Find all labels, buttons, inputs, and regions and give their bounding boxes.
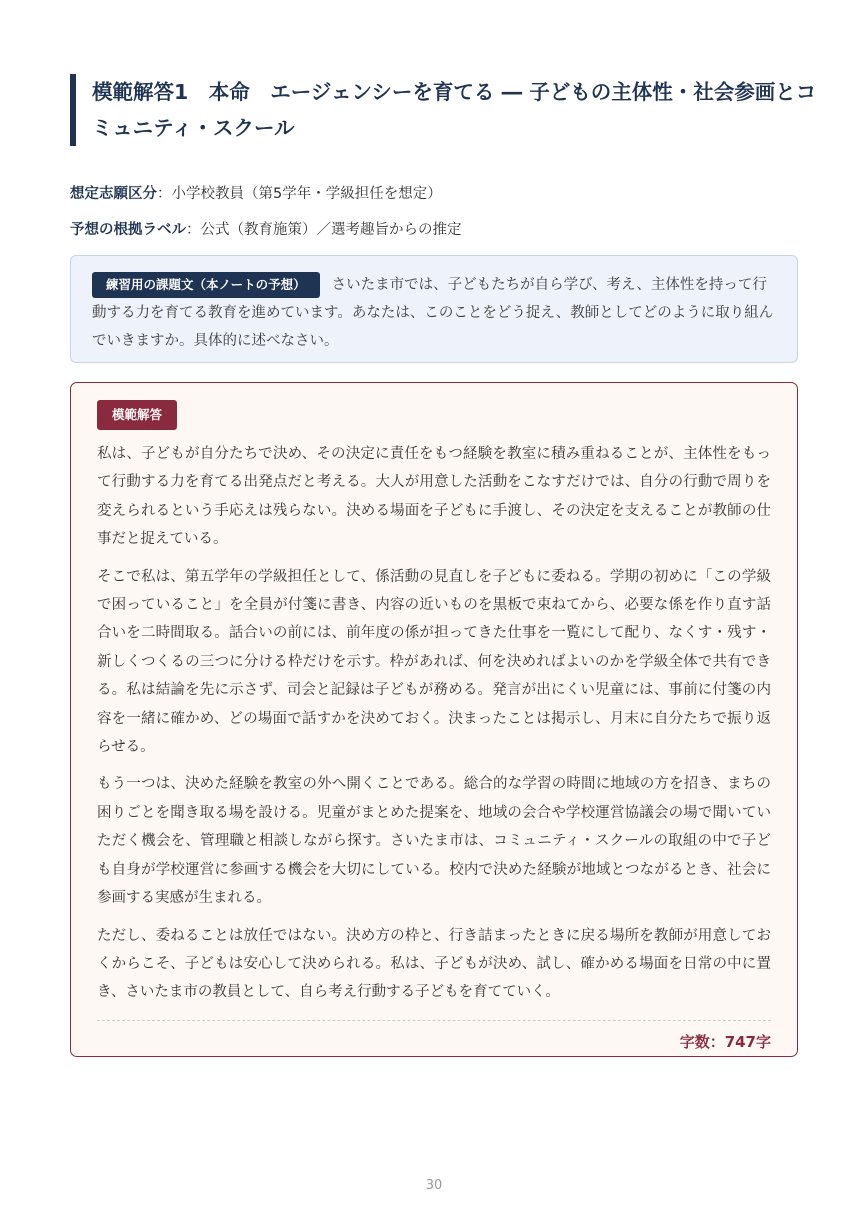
meta-value: ：公式（教育施策）／選考趣旨からの推定: [186, 222, 462, 238]
prompt-tag: 練習用の課題文（本ノートの予想）: [92, 272, 320, 298]
answer-paragraph: ただし、委ねることは放任ではない。決め方の枠と、行き詰まったときに戻る場所を教師が用意しておくからこそ、子どもは安心して決められる。私は、子どもが決め、試し、確かめる場面を日常の中に置き、さいたま市の教員として、自ら考え行動する子どもを育てていく。: [97, 927, 771, 1001]
meta-label: 想定志願区分: [70, 186, 157, 202]
meta-line-basis-label: [70, 218, 462, 239]
meta-label: 予想の根拠ラベル: [70, 222, 186, 238]
model-answer-tag: 模範解答: [97, 400, 177, 430]
meta-line-applicant-category: [70, 182, 442, 203]
page-number: 30: [425, 1178, 443, 1193]
character-count: 字数：747字: [679, 1032, 771, 1051]
divider: [97, 1020, 771, 1021]
meta-value: ：小学校教員（第5学年・学級担任を想定）: [157, 186, 442, 202]
page-title: 模範解答1 本命 エージェンシーを育てる ― 子どもの主体性・社会参画とコミュニティ・スクール: [92, 80, 817, 140]
prompt-text: さいたま市では、子どもたちが自ら学び、考え、主体性を持って行動する力を育てる教育を進めています。あなたは、このことをどう捉え、教師としてどのように取り組んでいきますか。具体的に述べなさい。: [92, 277, 774, 349]
model-answer-box: [70, 382, 798, 1057]
title-block: [70, 74, 822, 146]
answer-paragraph: 私は、子どもが自分たちで決め、その決定に責任をもつ経験を教室に積み重ねることが、主体性をもって行動する力を育てる出発点だと考える。大人が用意した活動をこなすだけでは、自分の行動で周りを変えられるという手応えは残らない。決める場面を子どもに手渡し、その決定を支えることが教師の仕事だと捉えている。: [97, 446, 771, 548]
prompt-box: [70, 255, 798, 363]
answer-paragraph: もう一つは、決めた経験を教室の外へ開くことである。総合的な学習の時間に地域の方を招き、まちの困りごとを聞き取る場を設ける。児童がまとめた提案を、地域の会合や学校運営協議会の場で聞いていただく機会を、管理職と相談しながら探す。さいたま市は、コミュニティ・スクールの取組の中で子ども自身が学校運営に参画する機会を大切にしている。校内で決めた経験が地域とつながるとき、社会に参画する実感が生まれる。: [97, 776, 771, 907]
answer-paragraph: そこで私は、第五学年の学級担任として、係活動の見直しを子どもに委ねる。学期の初めに「この学級で困っていること」を全員が付箋に書き、内容の近いものを黒板で束ねてから、必要な係を作り直す話合いを二時間取る。話合いの前には、前年度の係が担ってきた仕事を一覧にして配り、なくす・残す・新しくつくるの三つに分ける枠だけを示す。枠があれば、何を決めればよいのかを学級全体で共有できる。私は結論を先に示さず、司会と記録は子どもが務める。発言が出にくい児童には、事前に付箋の内容を一緒に確かめ、どの場面で話すかを決めておく。決まったことは掲示し、月末に自分たちで振り返らせる。: [97, 568, 771, 756]
